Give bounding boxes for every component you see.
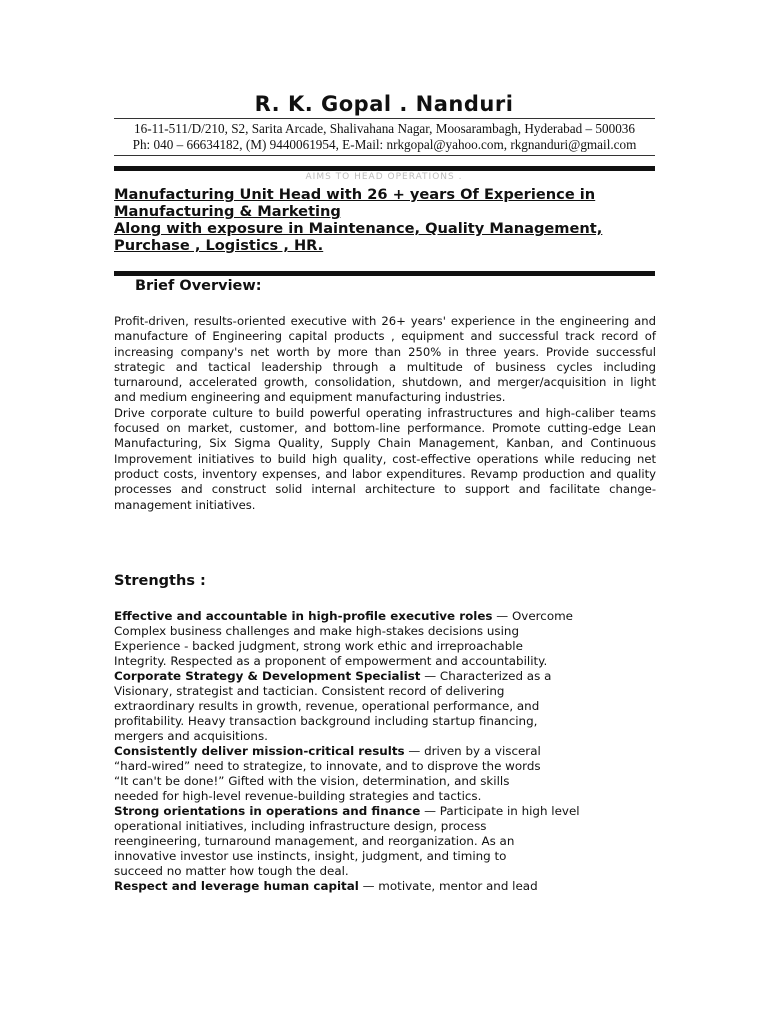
strengths-title: Strengths : [114,573,206,589]
list-item [114,744,659,804]
strength-text: “It can't be done!” Gifted with the vision, determination, and skills [114,774,510,788]
contact-block [114,118,655,156]
strength-text: Complex business challenges and make high-stakes decisions using [114,624,519,638]
headline-line: Manufacturing & Marketing [114,203,341,220]
strength-lead: Strong orientations in operations and finance [114,804,421,818]
strength-text: succeed no matter how tough the deal. [114,864,349,878]
list-item [114,804,659,879]
headline-line: Purchase , Logistics , HR. [114,237,324,254]
strength-text: — driven by a visceral [404,744,541,758]
strength-text: — motivate, mentor and lead [358,879,538,893]
candidate-name: R. K. Gopal . Nanduri [254,92,514,116]
strength-text: Visionary, strategist and tactician. Consistent record of delivering [114,684,505,698]
strength-text: innovative investor use instincts, insight, judgment, and timing to [114,849,507,863]
strength-text: — Overcome [492,609,573,623]
strength-lead: Consistently deliver mission-critical results [114,744,405,758]
overview-paragraph: Drive corporate culture to build powerful operating infrastructures and high-caliber teams focused on market, customer, and bottom-line performance. Promote cutting-edge Lean Manufacturing, Six Sigma Quality, Supply Chain Management, Kanban, and Continuous Improvement initiatives to build high quality, cost-effective operations while reducing net product costs, inventory expenses, and labor expenditures. Revamp production and quality processes and construct solid internal architecture to support and facilitate change-management initiatives. [114,405,656,512]
address-line: 16-11-511/D/210, S2, Sarita Arcade, Shalivahana Nagar, Moosarambagh, Hyderabad – 500036 [134,121,635,136]
strength-lead: Corporate Strategy & Development Specialist [114,669,421,683]
list-item [114,609,659,669]
overview-text [114,314,656,513]
strength-text: “hard-wired” need to strategize, to innovate, and to disprove the words [114,759,541,773]
strength-text: operational initiatives, including infrastructure design, process [114,819,487,833]
strength-lead: Respect and leverage human capital [114,879,359,893]
strength-text: Experience - backed judgment, strong work ethic and irreproachable [114,639,523,653]
list-item [114,879,659,894]
strength-text: Integrity. Respected as a proponent of empowerment and accountability. [114,654,548,668]
section-divider [114,271,655,276]
strength-text: — Characterized as a [420,669,552,683]
headline-line: Manufacturing Unit Head with 26 + years Of Experience in [114,186,596,203]
strength-text: reengineering, turnaround management, and reorganization. As an [114,834,515,848]
strength-lead: Effective and accountable in high-profile executive roles [114,609,493,623]
headline [114,186,659,254]
overview-paragraph: Profit-driven, results-oriented executive with 26+ years' experience in the engineering and manufacture of Engineering capital products , equipment and successful track record of increasing company's net worth by more than 250% in three years. Provide successful strategic and tactical leadership through a multitude of business cycles including turnaround, accelerated growth, consolidation, shutdown, and merger/acquisition in light and medium engineering and equipment manufacturing industries. [114,314,656,405]
overview-title: Brief Overview: [135,278,262,294]
phone-email-line: Ph: 040 – 66634182, (M) 9440061954, E-Mail: nrkgopal@yahoo.com, rkgnanduri@gmail.com [132,137,637,152]
list-item [114,669,659,744]
strength-text: extraordinary results in growth, revenue, operational performance, and [114,699,540,713]
headline-line: Along with exposure in Maintenance, Quality Management, [114,220,603,237]
aims-label: AIMS TO HEAD OPERATIONS . [305,172,463,182]
strengths-list [114,609,659,894]
strength-text: needed for high-level revenue-building strategies and tactics. [114,789,482,803]
strength-text: mergers and acquisitions. [114,729,268,743]
strength-text: profitability. Heavy transaction background including startup financing, [114,714,538,728]
strength-text: — Participate in high level [420,804,580,818]
header-divider [114,166,655,171]
